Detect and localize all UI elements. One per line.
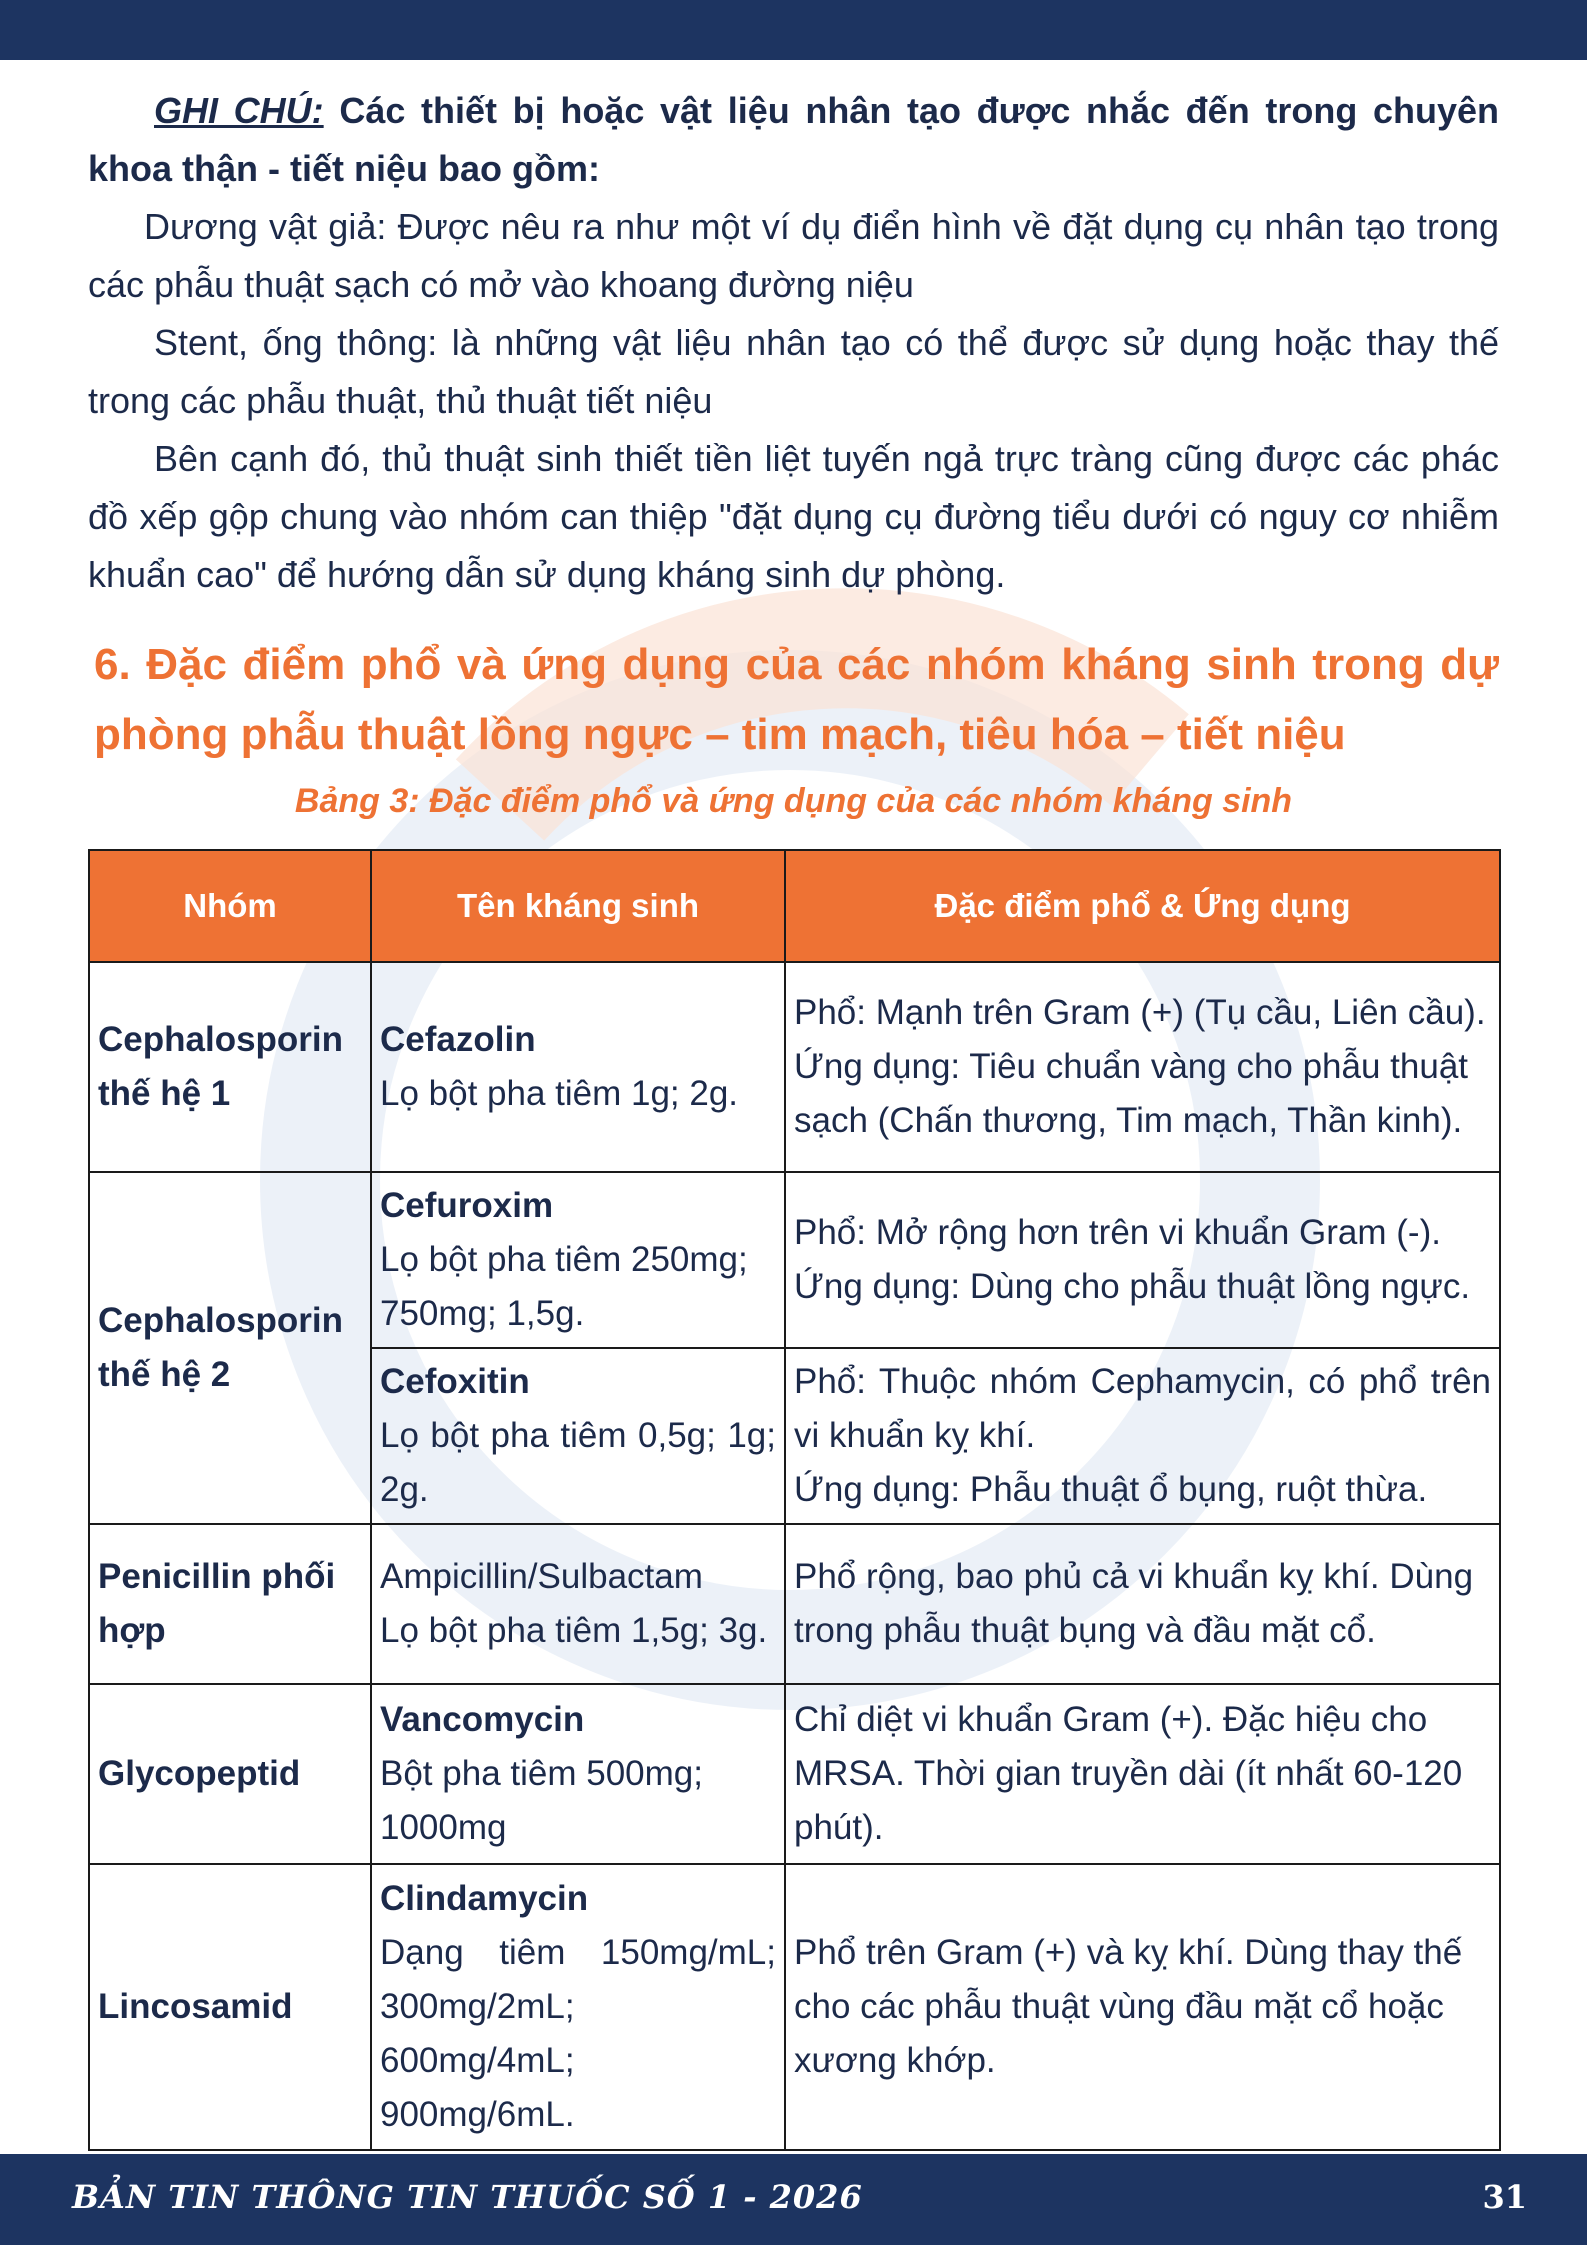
drug-cell [371,1524,785,1684]
description-cell: Chỉ diệt vi khuẩn Gram (+). Đặc hiệu cho MRSA. Thời gian truyền dài (ít nhất 60-120 phút). [785,1684,1500,1864]
note-paragraph [88,82,1499,198]
drug-detail: Lọ bột pha tiêm 1,5g; 3g. [380,1611,768,1650]
group-cell: Glycopeptid [89,1684,371,1864]
drug-cell [371,1172,785,1348]
page-content [88,82,1499,826]
application-text: Ứng dụng: Dùng cho phẫu thuật lồng ngực. [794,1267,1471,1306]
header-antibiotic-name: Tên kháng sinh [371,850,785,962]
description-cell: Phổ trên Gram (+) và kỵ khí. Dùng thay thế cho các phẫu thuật vùng đầu mặt cổ hoặc xương khớp. [785,1864,1500,2150]
footer-bar [0,2154,1587,2245]
spectrum-cell [785,1172,1500,1348]
page-number: 31 [1482,2178,1527,2216]
note-item-biopsy: Bên cạnh đó, thủ thuật sinh thiết tiền liệt tuyến ngả trực tràng cũng được các phác đồ xếp gộp chung vào nhóm can thiệp "đặt dụng cụ đường tiểu dưới có nguy cơ nhiễm khuẩn cao" để hướng dẫn sử dụng kháng sinh dự phòng. [88,438,1499,595]
newsletter-title: BẢN TIN THÔNG TIN THUỐC SỐ 1 - 2026 [72,2178,863,2216]
spectrum-cell [785,1348,1500,1524]
drug-detail: Bột pha tiêm 500mg; 1000mg [380,1754,703,1847]
top-header-bar [0,0,1587,60]
table-row [89,1864,1500,2150]
drug-cell [371,962,785,1172]
spectrum-text: Phổ: Mở rộng hơn trên vi khuẩn Gram (-). [794,1213,1441,1252]
drug-name: Ampicillin/Sulbactam [380,1557,703,1596]
description-cell: Phổ rộng, bao phủ cả vi khuẩn kỵ khí. Dùng trong phẫu thuật bụng và đầu mặt cổ. [785,1524,1500,1684]
group-cell: Cephalosporin thế hệ 1 [89,962,371,1172]
drug-name: Cefoxitin [380,1362,530,1401]
spectrum-text: Phổ: Mạnh trên Gram (+) (Tụ cầu, Liên cầu). [794,993,1486,1032]
drug-detail: Lọ bột pha tiêm 1g; 2g. [380,1074,739,1113]
table-caption: Bảng 3: Đặc điểm phổ và ứng dụng của các nhóm kháng sinh [294,782,1293,820]
application-text: Ứng dụng: Tiêu chuẩn vàng cho phẫu thuật sạch (Chấn thương, Tim mạch, Thần kinh). [794,1047,1469,1140]
table-row [89,1172,1500,1348]
drug-cell [371,1348,785,1524]
note-item-dildo: Dương vật giả: Được nêu ra như một ví dụ điển hình về đặt dụng cụ nhân tạo trong các phẫu thuật sạch có mở vào khoang đường niệu [88,206,1499,305]
application-text: Ứng dụng: Phẫu thuật ổ bụng, ruột thừa. [794,1470,1428,1509]
antibiotic-table [88,849,1501,2151]
section-heading: 6. Đặc điểm phổ và ứng dụng của các nhóm kháng sinh trong dự phòng phẫu thuật lồng ngực – tim mạch, tiêu hóa – tiết niệu [94,640,1499,759]
group-cell: Penicillin phối hợp [89,1524,371,1684]
note-item-stent: Stent, ống thông: là những vật liệu nhân tạo có thể được sử dụng hoặc thay thế trong các phẫu thuật, thủ thuật tiết niệu [88,322,1499,421]
table-row [89,962,1500,1172]
drug-cell [371,1684,785,1864]
drug-detail: Lọ bột pha tiêm 250mg; 750mg; 1,5g. [380,1240,748,1333]
table-row [89,1684,1500,1864]
group-cell: Cephalosporin thế hệ 2 [89,1172,371,1524]
table-row [89,1524,1500,1684]
drug-name: Vancomycin [380,1700,585,1739]
drug-name: Cefuroxim [380,1186,554,1225]
drug-name: Clindamycin [380,1879,589,1918]
note-heading: Các thiết bị hoặc vật liệu nhân tạo được nhắc đến trong chuyên khoa thận - tiết niệu bao gồm: [88,90,1500,189]
drug-detail: Lọ bột pha tiêm 0,5g; 1g; 2g. [380,1416,776,1509]
drug-name: Cefazolin [380,1020,536,1059]
spectrum-cell [785,962,1500,1172]
spectrum-text: Phổ: Thuộc nhóm Cephamycin, có phổ trên vi khuẩn kỵ khí. [794,1362,1491,1455]
drug-detail: Dạng tiêm 150mg/mL; 300mg/2mL; 600mg/4mL; 900mg/6mL. [380,1933,776,2134]
note-label: GHI CHÚ: [154,90,324,131]
group-cell: Lincosamid [89,1864,371,2150]
drug-cell [371,1864,785,2150]
header-group: Nhóm [89,850,371,962]
table-header-row [89,850,1500,962]
header-spectrum-application: Đặc điểm phổ & Ứng dụng [785,850,1500,962]
